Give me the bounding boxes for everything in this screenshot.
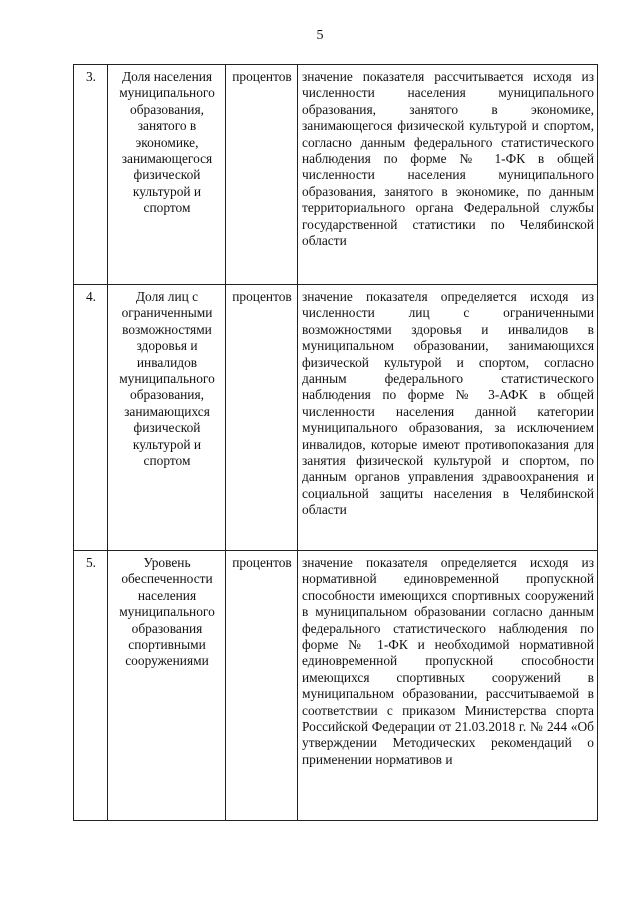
table-row xyxy=(74,285,598,551)
indicator-name: Доля лиц с ограниченными возможностями здоровья и инвалидов муниципального образования, занимающихся физической культурой и спортом xyxy=(108,285,226,551)
table-row xyxy=(74,551,598,821)
indicator-description: значение показателя рассчитывается исходя из численности населения муниципального образования, занятого в экономике, занимающегося физической культурой и спортом, согласно данным федерального статистического наблюдения по форме № 1-ФК в общей численности населения муниципального образования, занятого в экономике, по данным территориального органа Федеральной службы государственной статистики по Челябинской области xyxy=(298,65,598,285)
indicator-name: Доля населения муниципального образования, занятого в экономике, занимающегося физической культурой и спортом xyxy=(108,65,226,285)
indicator-description: значение показателя определяется исходя из нормативной единовременной пропускной способности имеющихся спортивных сооружений в муниципальном образовании согласно данным федерального статистического наблюдения по форме № 1-ФК и необходимой нормативной единовременной пропускной способности имеющихся спортивных сооружений в муниципальном образовании, рассчитываемой в соответствии с приказом Министерства спорта Российской Федерации от 21.03.2018 г. № 244 «Об утверждении Методических рекомендаций о применении нормативов и xyxy=(298,551,598,821)
table-row xyxy=(74,65,598,285)
row-number: 4. xyxy=(74,285,108,551)
indicator-unit: процентов xyxy=(226,65,298,285)
indicator-unit: процентов xyxy=(226,285,298,551)
indicator-description: значение показателя определяется исходя из численности лиц с ограниченными возможностями здоровья и инвалидов в муниципальном образовании, занимающихся физической культурой и спортом, согласно данным федерального статистического наблюдения по форме № 3-АФК в общей численности населения данной категории муниципального образования, за исключением инвалидов, которые имеют противопоказания для занятия физической культурой и спортом, по данным органов управления здравоохранения и социальной защиты населения в Челябинской области xyxy=(298,285,598,551)
row-number: 5. xyxy=(74,551,108,821)
indicator-name: Уровень обеспеченности населения муниципального образования спортивными сооружениями xyxy=(108,551,226,821)
indicator-table xyxy=(73,64,598,821)
indicator-unit: процентов xyxy=(226,551,298,821)
row-number: 3. xyxy=(74,65,108,285)
page-number: 5 xyxy=(316,28,324,43)
